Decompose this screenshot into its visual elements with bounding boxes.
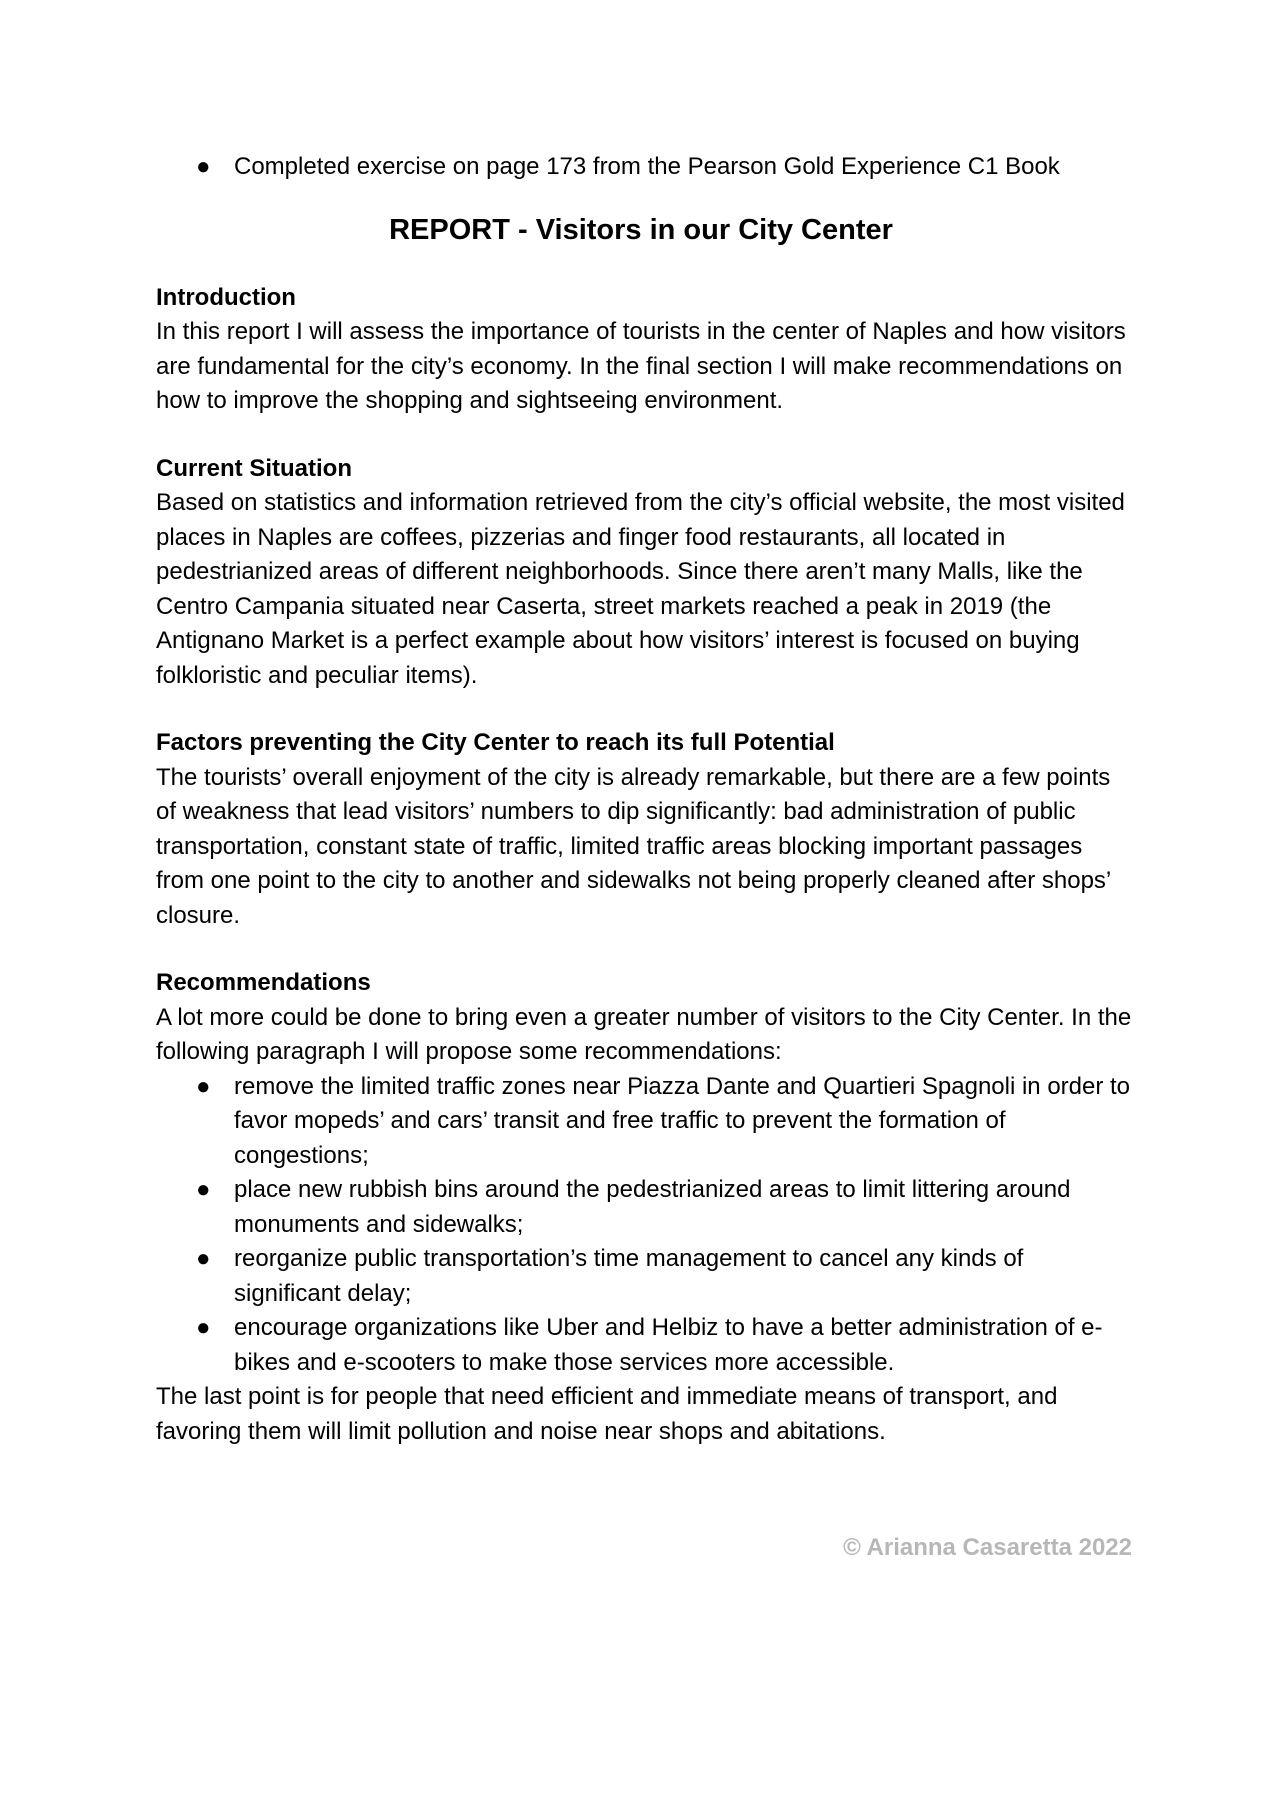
section-introduction bbox=[156, 281, 1136, 419]
section-heading: Factors preventing the City Center to reach its full Potential bbox=[156, 729, 835, 756]
section-recommendations bbox=[156, 966, 1136, 1449]
section-factors bbox=[156, 726, 1136, 933]
list-item bbox=[156, 1173, 1136, 1242]
list-item bbox=[156, 1311, 1136, 1380]
top-bullet-text: Completed exercise on page 173 from the Pearson Gold Experience C1 Book bbox=[234, 153, 1060, 180]
bullet-icon: ● bbox=[196, 1072, 211, 1100]
list-item bbox=[156, 1070, 1136, 1174]
recommendations-closing: The last point is for people that need efficient and immediate means of transport, and favoring them will limit pollution and noise near shops and abitations. bbox=[156, 1383, 1058, 1445]
bullet-icon: ● bbox=[196, 153, 211, 180]
recommendations-list bbox=[156, 1070, 1136, 1381]
bullet-icon: ● bbox=[196, 1245, 211, 1272]
section-heading: Introduction bbox=[156, 283, 296, 311]
section-body: In this report I will assess the importance of tourists in the center of Naples and how visitors are fundamental for the city’s economy. In the final section I will make recommendations on how to improve the shopping and sightseeing environment. bbox=[156, 318, 1126, 414]
list-item-text: encourage organizations like Uber and Helbiz to have a better administration of e-bikes and e-scooters to make those services more accessible. bbox=[234, 1314, 1103, 1376]
bullet-icon: ● bbox=[196, 1314, 211, 1341]
list-item bbox=[156, 1242, 1136, 1311]
section-body: The tourists’ overall enjoyment of the city is already remarkable, but there are a few points of weakness that lead visitors’ numbers to dip significantly: bad administration of public transportation, constant state of traffic, limited traffic areas blocking important passages from one point to the city to another and sidewalks not being properly cleaned after shops’ closure. bbox=[156, 763, 1111, 929]
section-body: Based on statistics and information retrieved from the city’s official website, the most visited places in Naples are coffees, pizzerias and finger food restaurants, all located in pedestrianized areas of different neighborhoods. Since there aren’t many Malls, like the Centro Campania situated near Caserta, street markets reached a peak in 2019 (the Antignano Market is a perfect example about how visitors’ interest is focused on buying folkloristic and peculiar items). bbox=[156, 489, 1125, 689]
list-item-text: remove the limited traffic zones near Piazza Dante and Quartieri Spagnoli in order to favor mopeds’ and cars’ transit and free traffic to prevent the formation of congestions; bbox=[234, 1072, 1131, 1169]
top-bullet-list bbox=[156, 150, 1136, 185]
section-heading: Current Situation bbox=[156, 454, 352, 482]
list-item-text: reorganize public transportation’s time management to cancel any kinds of significant delay; bbox=[234, 1245, 1024, 1307]
top-bullet-item bbox=[156, 150, 1136, 185]
document-page bbox=[156, 150, 1136, 1449]
copyright-footer: © Arianna Casaretta 2022 bbox=[843, 1534, 1132, 1561]
bullet-icon: ● bbox=[196, 1176, 211, 1203]
section-heading: Recommendations bbox=[156, 969, 371, 996]
list-item-text: place new rubbish bins around the pedestrianized areas to limit littering around monuments and sidewalks; bbox=[234, 1176, 1071, 1238]
recommendations-intro: A lot more could be done to bring even a greater number of visitors to the City Center. In the following paragraph I will propose some recommendations: bbox=[156, 1003, 1132, 1065]
report-title: REPORT - Visitors in our City Center bbox=[389, 213, 893, 246]
section-current-situation bbox=[156, 452, 1136, 694]
